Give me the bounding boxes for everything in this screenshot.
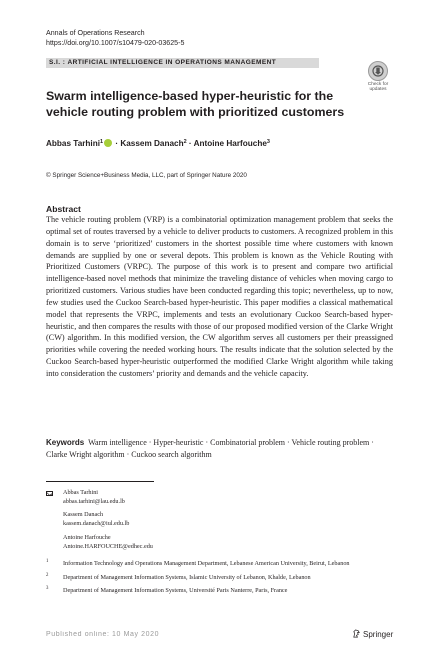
author-contacts — [46, 489, 153, 556]
abstract-heading: Abstract — [46, 204, 81, 214]
contact-name: Abbas Tarhini — [63, 489, 99, 496]
affiliation-number: 1 — [46, 559, 49, 564]
author-list — [46, 137, 270, 149]
abstract-body — [46, 214, 393, 380]
contact-entry — [46, 489, 153, 506]
journal-header — [46, 28, 184, 48]
doi-link[interactable]: https://doi.org/10.1007/s10479-020-03625-5 — [46, 39, 185, 47]
envelope-icon — [46, 491, 53, 496]
affiliation-entry — [46, 574, 393, 583]
paper-title: Swarm intelligence-based hyper-heuristic for the vehicle routing problem with prioritized customers — [46, 89, 345, 119]
affiliation-entry — [46, 587, 393, 596]
author-affiliation-mark: 3 — [266, 139, 270, 145]
contact-name: Antoine Harfouche — [63, 533, 111, 541]
contact-name: Kassem Danach — [63, 511, 104, 519]
contact-email[interactable]: kassem.danach@iul.edu.lb — [63, 520, 130, 528]
contact-entry — [46, 534, 153, 551]
affiliation-text: Information Technology and Operations Management Department, Lebanese American University, Beirut, Lebanon — [63, 560, 350, 567]
affiliations — [46, 560, 393, 601]
author-separator: · — [186, 139, 194, 148]
keywords — [46, 437, 393, 461]
copyright-notice: © Springer Science+Business Media, LLC, part of Springer Nature 2020 — [46, 172, 247, 179]
check-for-updates-icon — [368, 61, 388, 81]
published-date: Published online: 10 May 2020 — [46, 631, 160, 638]
author-affiliation-mark: 2 — [183, 139, 187, 145]
publisher-name: Springer — [363, 630, 394, 639]
footnote-divider — [46, 481, 154, 482]
publisher-logo — [352, 629, 393, 639]
affiliation-number: 3 — [46, 586, 49, 592]
contact-entry — [46, 511, 153, 528]
affiliation-number: 2 — [46, 572, 49, 578]
affiliation-entry — [46, 560, 393, 569]
author-separator: · — [113, 139, 121, 148]
author-name: Antoine Harfouche — [193, 139, 267, 148]
journal-name: Annals of Operations Research — [46, 29, 145, 37]
orcid-icon[interactable] — [104, 139, 112, 147]
affiliation-text: Department of Management Information Systems, Université Paris Nanterre, Paris, France — [63, 587, 288, 595]
springer-horse-icon — [352, 629, 361, 638]
author-name: Kassem Danach — [120, 139, 184, 148]
contact-email[interactable]: abbas.tarhini@lau.edu.lb — [63, 497, 125, 505]
contact-email[interactable]: Antoine.HARFOUCHE@edhec.edu — [63, 542, 153, 550]
check-for-updates-label: Check for updates — [367, 82, 389, 93]
keywords-label: Keywords — [46, 438, 85, 447]
check-for-updates-badge[interactable] — [364, 61, 392, 97]
author-affiliation-mark: 1 — [99, 139, 104, 145]
author-name: Abbas Tarhini — [46, 139, 100, 148]
abstract-text: The vehicle routing problem (VRP) is a combinatorial optimization management problem that seeks the optimal set of routes traversed by a vehicle to deliver products to customers. A recognized problem in this domain is to serve ‘prioritized’ customers in the shortest possible time where customers with known demands are supplied by one or several depots. This problem is known as the Vehicle Routing with Prioritized Customers (VRPC). The purpose of this work is to present and compare two artificial intelligence-based novel methods that minimize the traveling distance of vehicles when moving cargo to prioritized customers. Various studies have been conducted regarding this topic; nevertheless, up to now, few studies used the Cuckoo Search-based hyper-heuristic. This paper modifies a classical mathematical model that represents the VRPC, implements and tests an evolutionary Cuckoo Search-based hyper-heuristic, and then compares the results with those of our proposed modified version of the Clarke Wright (CW) algorithm. In this modified version, the CW algorithm serves all customers per their preassigned priorities while covering the needed working hours. The results indicate that the solution selected by the Cuckoo Search-based hyper-heuristic outperformed the modified Clarke Wright algorithm while taking into consideration the customers’ priority and demands and the vehicle capacity. — [46, 215, 393, 378]
keywords-list: Warm intelligence · Hyper-heuristic · Combinatorial problem · Vehicle routing problem · Clarke Wright algorithm · Cuckoo search algorithm — [46, 438, 374, 459]
affiliation-text: Department of Management Information Systems, Islamic University of Lebanon, Khalde, Lebanon — [63, 573, 311, 581]
section-label: S.I. : ARTIFICIAL INTELLIGENCE IN OPERATIONS MANAGEMENT — [46, 58, 319, 68]
